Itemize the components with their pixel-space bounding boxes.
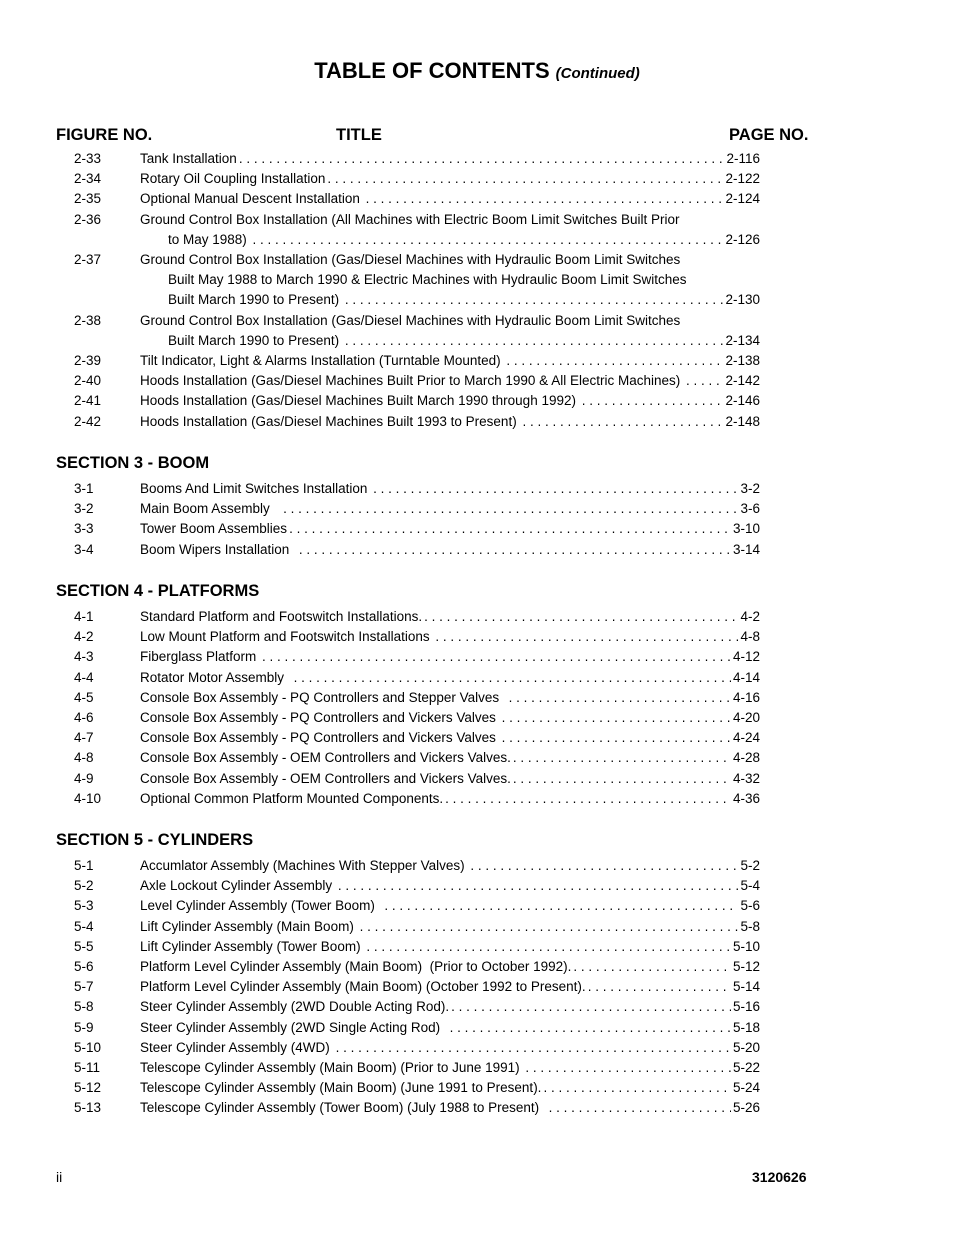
figure-number: 2-41 [74, 393, 102, 409]
figure-number: 5-7 [74, 979, 94, 995]
page-number: 5-2 [740, 858, 760, 873]
figure-number: 5-3 [74, 898, 94, 914]
entry-title: Ground Control Box Installation (Gas/Diesel Machines with Hydraulic Boom Limit Switches [140, 252, 681, 267]
page-number: 3-2 [740, 481, 760, 496]
page-number: 5-10 [732, 938, 760, 954]
toc-row [0, 540, 954, 560]
toc-entry-line [140, 957, 760, 977]
entry-title: Console Box Assembly - PQ Controllers and Vickers Valves [140, 730, 500, 746]
toc-row [0, 789, 954, 809]
page-number: 4-14 [732, 669, 760, 685]
entry-title: Steer Cylinder Assembly (4WD) [140, 1039, 334, 1055]
figure-number: 5-2 [74, 878, 94, 894]
dot-leader [366, 937, 731, 957]
page-number: 2-116 [726, 151, 760, 166]
toc-entry-line [140, 688, 760, 708]
dot-leader [253, 230, 724, 250]
figure-number: 3-3 [74, 521, 94, 537]
toc-row [0, 1058, 954, 1078]
dot-leader [549, 1098, 731, 1118]
toc-row [0, 210, 954, 230]
dot-leader [289, 519, 731, 539]
entry-title: Optional Manual Descent Installation [140, 191, 364, 207]
entry-title: Console Box Assembly - OEM Controllers and Vickers Valves. [140, 770, 511, 786]
dot-leader [283, 499, 738, 519]
toc-entry-line [140, 789, 760, 809]
toc-row [0, 607, 954, 627]
toc-row [0, 917, 954, 937]
toc-row [0, 997, 954, 1017]
entry-title: Ground Control Box Installation (Gas/Diesel Machines with Hydraulic Boom Limit Switches [140, 312, 681, 328]
toc-entry-line [140, 1018, 760, 1038]
figure-number: 2-36 [74, 211, 102, 227]
toc-row [0, 250, 954, 270]
entry-title: Console Box Assembly - PQ Controllers and Stepper Valves [140, 689, 507, 705]
page-number: 2-146 [725, 393, 760, 409]
figure-number: 5-6 [74, 959, 94, 974]
toc-row [0, 499, 954, 519]
page-number: 5-4 [740, 878, 760, 894]
toc-entry-line [140, 479, 760, 499]
toc-entry-line [140, 997, 760, 1017]
page-number: 5-8 [740, 918, 760, 934]
entry-title: Telescope Cylinder Assembly (Main Boom) (June 1991 to Present). [140, 1080, 542, 1096]
toc-row [0, 627, 954, 647]
figure-number: 5-12 [74, 1080, 102, 1096]
page-number: 4-8 [740, 629, 760, 645]
figure-number: 5-11 [74, 1060, 101, 1075]
toc-row [0, 748, 954, 768]
toc-entry-line [140, 876, 760, 896]
page-number: 5-12 [732, 959, 760, 974]
entry-title: Standard Platform and Footswitch Installations. [140, 609, 423, 624]
dot-leader [513, 769, 731, 789]
figure-number: 4-6 [74, 710, 94, 725]
entry-title: Console Box Assembly - OEM Controllers and Vickers Valves. [140, 750, 511, 766]
dot-leader [338, 876, 739, 896]
dot-leader [543, 1078, 731, 1098]
toc-row [0, 1078, 954, 1098]
figure-number: 2-33 [74, 151, 102, 166]
figure-number: 4-7 [74, 730, 94, 746]
page-number: 5-16 [732, 999, 760, 1015]
toc-entry-line [140, 668, 760, 688]
dot-leader [522, 412, 723, 432]
entry-title: Main Boom Assembly [140, 501, 282, 517]
dot-leader [509, 688, 731, 708]
entry-title: Platform Level Cylinder Assembly (Main Boom) (Prior to October 1992). [140, 959, 572, 974]
dot-leader [686, 371, 723, 391]
toc-entry-line [140, 708, 760, 728]
toc-row [0, 977, 954, 997]
toc-entry-line [140, 1078, 760, 1098]
toc-row [0, 688, 954, 708]
toc-entry-line [140, 149, 760, 169]
dot-leader [506, 351, 723, 371]
toc-row [0, 1038, 954, 1058]
figure-number: 5-4 [74, 918, 94, 934]
toc-row [0, 351, 954, 371]
toc-entry-line [140, 607, 760, 627]
toc-entry-line [140, 977, 760, 997]
toc-row [0, 311, 954, 331]
entry-title: Steer Cylinder Assembly (2WD Single Acting Rod) [140, 1019, 448, 1035]
toc-row [0, 668, 954, 688]
entry-title: Hoods Installation (Gas/Diesel Machines Built Prior to March 1990 & All Electric Machines) [140, 373, 684, 389]
figure-number: 5-9 [74, 1019, 94, 1035]
toc-row [0, 290, 954, 310]
entry-title: Low Mount Platform and Footswitch Installations [140, 629, 434, 645]
section-heading: SECTION 4 - PLATFORMS [56, 582, 260, 600]
toc-row [0, 708, 954, 728]
entry-title: Optional Common Platform Mounted Components. [140, 790, 444, 806]
dot-leader [366, 189, 724, 209]
page-number: 2-126 [725, 231, 760, 247]
toc-row [0, 856, 954, 876]
dot-leader [360, 917, 739, 937]
entry-title: Boom Wipers Installation [140, 541, 297, 557]
dot-leader [345, 290, 724, 310]
toc-entry-line [140, 748, 760, 768]
dot-leader [424, 607, 738, 627]
column-header-title: TITLE [336, 126, 382, 144]
entry-title: Rotary Oil Coupling Installation [140, 171, 326, 187]
page-number: 2-142 [725, 373, 760, 389]
figure-number: 4-3 [74, 649, 94, 665]
figure-number: 4-2 [74, 629, 94, 645]
dot-leader [299, 540, 731, 560]
figure-number: 4-8 [74, 750, 94, 766]
toc-row [0, 1098, 954, 1118]
figure-number: 2-40 [74, 373, 102, 389]
toc-row [0, 391, 954, 411]
page-number: 2-130 [725, 292, 760, 308]
entry-title: Telescope Cylinder Assembly (Main Boom) (Prior to June 1991) [140, 1060, 524, 1075]
column-header-page-no: PAGE NO. [729, 126, 809, 144]
figure-number: 3-1 [74, 481, 94, 496]
toc-entry-line [168, 230, 760, 250]
figure-number: 2-39 [74, 353, 102, 368]
dot-leader [445, 789, 731, 809]
page-number: 4-20 [732, 710, 760, 725]
toc-entry-line [140, 627, 760, 647]
entry-title: Accumlator Assembly (Machines With Stepper Valves) [140, 858, 469, 873]
dot-leader [435, 627, 738, 647]
figure-number: 5-8 [74, 999, 94, 1015]
toc-entry-line [140, 769, 760, 789]
page-number: 5-14 [732, 979, 760, 995]
toc-entry-line [140, 917, 760, 937]
toc-entry-line [140, 351, 760, 371]
dot-leader [513, 748, 731, 768]
continued-label: (Continued) [555, 65, 640, 82]
figure-number: 5-10 [74, 1039, 102, 1055]
entry-title: Axle Lockout Cylinder Assembly [140, 878, 336, 894]
toc-entry-line [168, 331, 760, 351]
toc-row [0, 189, 954, 209]
toc-row [0, 957, 954, 977]
toc-row [0, 331, 954, 351]
toc-entry-line [140, 1038, 760, 1058]
page-number: 2-134 [725, 332, 760, 348]
figure-number: 4-1 [74, 609, 94, 624]
page-number: 4-24 [732, 730, 760, 746]
figure-number: 4-4 [74, 669, 94, 685]
entry-title: to May 1988) [168, 231, 251, 247]
entry-title: Lift Cylinder Assembly (Main Boom) [140, 918, 358, 934]
page-number: 2-138 [725, 353, 760, 368]
dot-leader [450, 1018, 731, 1038]
page-number: 2-122 [725, 171, 760, 187]
toc-row [0, 479, 954, 499]
toc-row [0, 149, 954, 169]
dot-leader [451, 997, 731, 1017]
entry-title: Tower Boom Assemblies [140, 521, 288, 537]
page-number: 5-26 [732, 1100, 760, 1116]
dot-leader [345, 331, 724, 351]
toc-entry-line [140, 896, 760, 916]
figure-number: 4-10 [74, 790, 102, 806]
toc-row [0, 412, 954, 432]
toc-entry-line [140, 856, 760, 876]
figure-number: 2-35 [74, 191, 102, 207]
dot-leader [239, 149, 725, 169]
toc-entry-line [140, 499, 760, 519]
entry-title: Telescope Cylinder Assembly (Tower Boom) (July 1988 to Present) [140, 1100, 547, 1116]
entry-title: Console Box Assembly - PQ Controllers and Vickers Valves [140, 710, 500, 725]
page-number: 2-124 [725, 191, 760, 207]
footer-page-label: ii [56, 1169, 63, 1185]
title-text: TABLE OF CONTENTS [314, 58, 550, 83]
dot-leader [373, 479, 738, 499]
entry-title: Fiberglass Platform [140, 649, 261, 665]
figure-number: 2-38 [74, 312, 102, 328]
figure-number: 4-9 [74, 770, 94, 786]
figure-number: 2-37 [74, 252, 102, 267]
entry-title: Ground Control Box Installation (All Machines with Electric Boom Limit Switches Built Prior [140, 211, 680, 227]
toc-entry-line [140, 391, 760, 411]
page-number: 5-6 [740, 898, 760, 914]
entry-title: Built March 1990 to Present) [168, 332, 343, 348]
page-number: 5-20 [732, 1039, 760, 1055]
entry-title: Platform Level Cylinder Assembly (Main Boom) (October 1992 to Present). [140, 979, 586, 995]
entry-title: Hoods Installation (Gas/Diesel Machines Built 1993 to Present) [140, 413, 521, 429]
entry-title: Level Cylinder Assembly (Tower Boom) [140, 898, 383, 914]
toc-entry-line [140, 371, 760, 391]
entry-title: Built March 1990 to Present) [168, 292, 343, 308]
toc-row [0, 647, 954, 667]
toc-entry-line [140, 519, 760, 539]
dot-leader [502, 708, 731, 728]
dot-leader [582, 391, 724, 411]
dot-leader [327, 169, 723, 189]
entry-title: Built May 1988 to March 1990 & Electric Machines with Hydraulic Boom Limit Switches [168, 272, 687, 288]
toc-row [0, 876, 954, 896]
page-number: 4-2 [740, 609, 760, 624]
entry-title: Steer Cylinder Assembly (2WD Double Acting Rod). [140, 999, 450, 1015]
entry-title: Hoods Installation (Gas/Diesel Machines Built March 1990 through 1992) [140, 393, 580, 409]
toc-row [0, 169, 954, 189]
toc-entry-line [140, 1058, 760, 1078]
dot-leader [470, 856, 738, 876]
entry-title: Tank Installation [140, 151, 237, 166]
page-number: 3-6 [740, 501, 760, 517]
toc-entry-line [140, 647, 760, 667]
toc-entry-line [168, 290, 760, 310]
figure-number: 2-42 [74, 413, 102, 429]
dot-leader [384, 896, 738, 916]
page-title [0, 58, 954, 84]
figure-number: 5-13 [74, 1100, 102, 1116]
section-heading: SECTION 5 - CYLINDERS [56, 831, 254, 849]
toc-row [0, 230, 954, 250]
figure-number: 3-2 [74, 501, 94, 517]
page-number: 4-28 [732, 750, 760, 766]
page-number: 2-148 [725, 413, 760, 429]
figure-number: 5-5 [74, 938, 94, 954]
toc-entry-line [140, 540, 760, 560]
toc-row [0, 371, 954, 391]
page-number: 5-18 [732, 1019, 760, 1035]
entry-title: Rotator Motor Assembly [140, 669, 292, 685]
toc-row [0, 896, 954, 916]
toc-entry-line [140, 412, 760, 432]
toc-row [0, 728, 954, 748]
column-header-figure-no: FIGURE NO. [56, 126, 153, 144]
toc-row [0, 937, 954, 957]
entry-title: Lift Cylinder Assembly (Tower Boom) [140, 938, 365, 954]
figure-number: 3-4 [74, 541, 94, 557]
dot-leader [502, 728, 731, 748]
page-number: 4-12 [732, 649, 760, 665]
figure-number: 5-1 [74, 858, 94, 873]
footer-doc-number: 3120626 [752, 1169, 807, 1185]
toc-row [0, 270, 954, 290]
toc-row [0, 1018, 954, 1038]
toc-entry-line [140, 937, 760, 957]
dot-leader [525, 1058, 731, 1078]
dot-leader [336, 1038, 731, 1058]
dot-leader [588, 977, 731, 997]
toc-entry-line [140, 169, 760, 189]
section-heading: SECTION 3 - BOOM [56, 454, 210, 472]
page-number: 4-16 [732, 689, 760, 705]
page-number: 4-32 [732, 770, 760, 786]
toc-row [0, 519, 954, 539]
toc-entry-line [140, 1098, 760, 1118]
entry-title: Booms And Limit Switches Installation [140, 481, 372, 496]
entry-title: Tilt Indicator, Light & Alarms Installation (Turntable Mounted) [140, 353, 505, 368]
page-number: 4-36 [732, 790, 760, 806]
dot-leader [294, 668, 731, 688]
dot-leader [573, 957, 731, 977]
toc-entry-line [140, 728, 760, 748]
page-number: 3-10 [732, 521, 760, 537]
figure-number: 4-5 [74, 689, 94, 705]
page-number: 5-24 [732, 1080, 760, 1096]
page-number: 5-22 [732, 1060, 760, 1075]
toc-entry-line [140, 189, 760, 209]
page-number: 3-14 [732, 541, 760, 557]
figure-number: 2-34 [74, 171, 102, 187]
dot-leader [262, 647, 731, 667]
toc-row [0, 769, 954, 789]
